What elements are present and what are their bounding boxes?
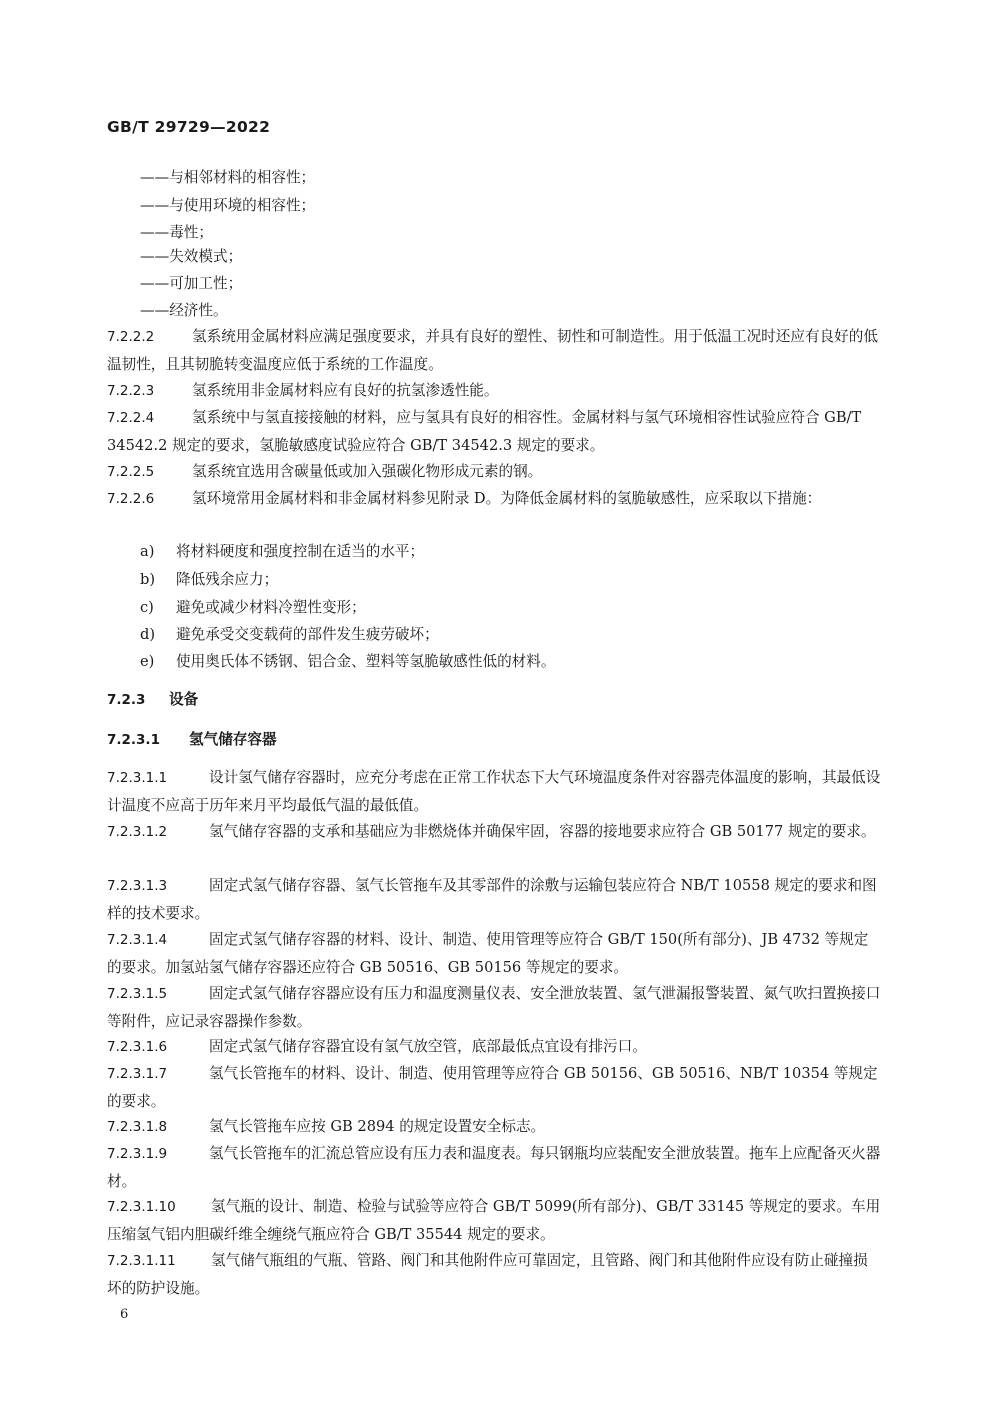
list-label: a)	[140, 543, 155, 560]
clause-text: 氢气储气瓶组的气瓶、管路、阀门和其他附件应可靠固定，且管路、阀门和其他附件应设有防止碰撞损坏的防护设施。	[107, 1252, 868, 1297]
clause-text: 固定式氢气储存容器应设有压力和温度测量仪表、安全泄放装置、氢气泄漏报警装置、氮气吹扫置换接口等附件，应记录容器操作参数。	[107, 985, 881, 1030]
sub-clause	[107, 1113, 882, 1141]
sub-clause	[107, 818, 882, 846]
list-label: e)	[140, 653, 155, 670]
clause-text: 氢系统中与氢直接接触的材料，应与氢具有良好的相容性。金属材料与氢气环境相容性试验应符合 GB/T 34542.2 规定的要求，氢脆敏感度试验应符合 GB/T 34542.3 规定的要求。	[107, 409, 862, 454]
dash-item: ——毒性；	[140, 224, 213, 241]
sub-clause	[107, 1247, 882, 1303]
section-number: 7.2.3	[107, 692, 146, 708]
clause-number: 7.2.2.5	[107, 464, 155, 480]
clause-text: 氢系统用非金属材料应有良好的抗氢渗透性能。	[192, 382, 499, 399]
section-heading	[107, 686, 198, 714]
clause-text: 氢气储存容器的支承和基础应为非燃烧体并确保牢固，容器的接地要求应符合 GB 50177 规定的要求。	[209, 823, 876, 840]
clause-number: 7.2.3.1.5	[107, 986, 168, 1002]
page-number: 6	[120, 1307, 129, 1322]
sub-clause	[107, 1060, 882, 1116]
clause-text: 氢系统宜选用含碳量低或加入强碳化物形成元素的钢。	[192, 463, 543, 480]
clause-number: 7.2.3.1.11	[107, 1253, 176, 1269]
dash-item: ——可加工性；	[140, 275, 243, 292]
section-title: 设备	[169, 691, 199, 708]
clause-number: 7.2.2.6	[107, 491, 155, 507]
clause-text: 设计氢气储存容器时，应充分考虑在正常工作状态下大气环境温度条件对容器壳体温度的影响，其最低设计温度不应高于历年来月平均最低气温的最低值。	[107, 769, 881, 814]
list-label: d)	[140, 626, 156, 643]
clause-text: 固定式氢气储存容器、氢气长管拖车及其零部件的涂敷与运输包装应符合 NB/T 10558 规定的要求和图样的技术要求。	[107, 877, 877, 922]
subsection-heading	[107, 726, 277, 754]
list-text: 将材料硬度和强度控制在适当的水平；	[176, 543, 425, 560]
dash-item: ——经济性。	[140, 302, 228, 319]
clause-number: 7.2.3.1.4	[107, 932, 168, 948]
dash-item: ——与相邻材料的相容性；	[140, 169, 316, 186]
clause-text: 固定式氢气储存容器的材料、设计、制造、使用管理等应符合 GB/T 150(所有部分)、JB 4732 等规定的要求。加氢站氢气储存容器还应符合 GB 50516、GB 50156 等规定的要求。	[107, 931, 869, 976]
clause-number: 7.2.3.1.2	[107, 824, 168, 840]
clause-text: 氢系统用金属材料应满足强度要求，并具有良好的塑性、韧性和可制造性。用于低温工况时还应有良好的低温韧性，且其韧脆转变温度应低于系统的工作温度。	[107, 328, 878, 373]
clause-number: 7.2.3.1.7	[107, 1066, 168, 1082]
list-item	[140, 566, 278, 594]
sub-clause	[107, 872, 882, 928]
list-item	[140, 538, 424, 566]
clause-number: 7.2.3.1.9	[107, 1146, 168, 1162]
list-label: b)	[140, 571, 156, 588]
sub-clause	[107, 1033, 882, 1061]
clause-number: 7.2.3.1.10	[107, 1199, 176, 1215]
clause-number: 7.2.2.3	[107, 383, 155, 399]
clause	[107, 323, 882, 379]
sub-clause	[107, 1140, 882, 1196]
sub-clause	[107, 764, 882, 820]
list-label: c)	[140, 599, 154, 616]
clause-number: 7.2.2.2	[107, 329, 155, 345]
list-text: 降低残余应力；	[176, 571, 279, 588]
clause-number: 7.2.3.1.8	[107, 1119, 168, 1135]
dash-item: ——与使用环境的相容性；	[140, 197, 316, 214]
list-text: 避免承受交变载荷的部件发生疲劳破坏；	[176, 626, 439, 643]
clause-text: 氢气长管拖车的材料、设计、制造、使用管理等应符合 GB 50156、GB 50516、NB/T 10354 等规定的要求。	[107, 1065, 878, 1110]
clause-number: 7.2.2.4	[107, 410, 155, 426]
list-item	[140, 648, 555, 676]
clause-text: 氢环境常用金属材料和非金属材料参见附录 D。为降低金属材料的氢脆敏感性，应采取以下措施：	[192, 490, 822, 507]
list-item	[140, 594, 366, 622]
sub-clause	[107, 926, 882, 982]
list-text: 使用奥氏体不锈钢、铝合金、塑料等氢脆敏感性低的材料。	[176, 653, 556, 670]
sub-clause	[107, 1193, 882, 1249]
clause	[107, 485, 882, 513]
standard-number-header: GB/T 29729—2022	[107, 118, 271, 136]
clause-number: 7.2.3.1.6	[107, 1039, 168, 1055]
sub-clause	[107, 980, 882, 1036]
subsection-title: 氢气储存容器	[189, 731, 277, 748]
clause	[107, 377, 882, 405]
list-item	[140, 621, 439, 649]
clause	[107, 458, 882, 486]
clause-text: 固定式氢气储存容器宜设有氢气放空管，底部最低点宜设有排污口。	[209, 1038, 647, 1055]
list-text: 避免或减少材料冷塑性变形；	[176, 599, 366, 616]
subsection-number: 7.2.3.1	[107, 732, 160, 748]
clause-text: 氢气长管拖车的汇流总管应设有压力表和温度表。每只钢瓶均应装配安全泄放装置。拖车上应配备灭火器材。	[107, 1145, 881, 1190]
clause	[107, 404, 882, 460]
dash-item: ——失效模式；	[140, 248, 243, 265]
clause-text: 氢气瓶的设计、制造、检验与试验等应符合 GB/T 5099(所有部分)、GB/T 33145 等规定的要求。车用压缩氢气铝内胆碳纤维全缠绕气瓶应符合 GB/T 35544 规定的要求。	[107, 1198, 881, 1243]
clause-number: 7.2.3.1.1	[107, 770, 168, 786]
clause-text: 氢气长管拖车应按 GB 2894 的规定设置安全标志。	[209, 1118, 546, 1135]
clause-number: 7.2.3.1.3	[107, 878, 168, 894]
